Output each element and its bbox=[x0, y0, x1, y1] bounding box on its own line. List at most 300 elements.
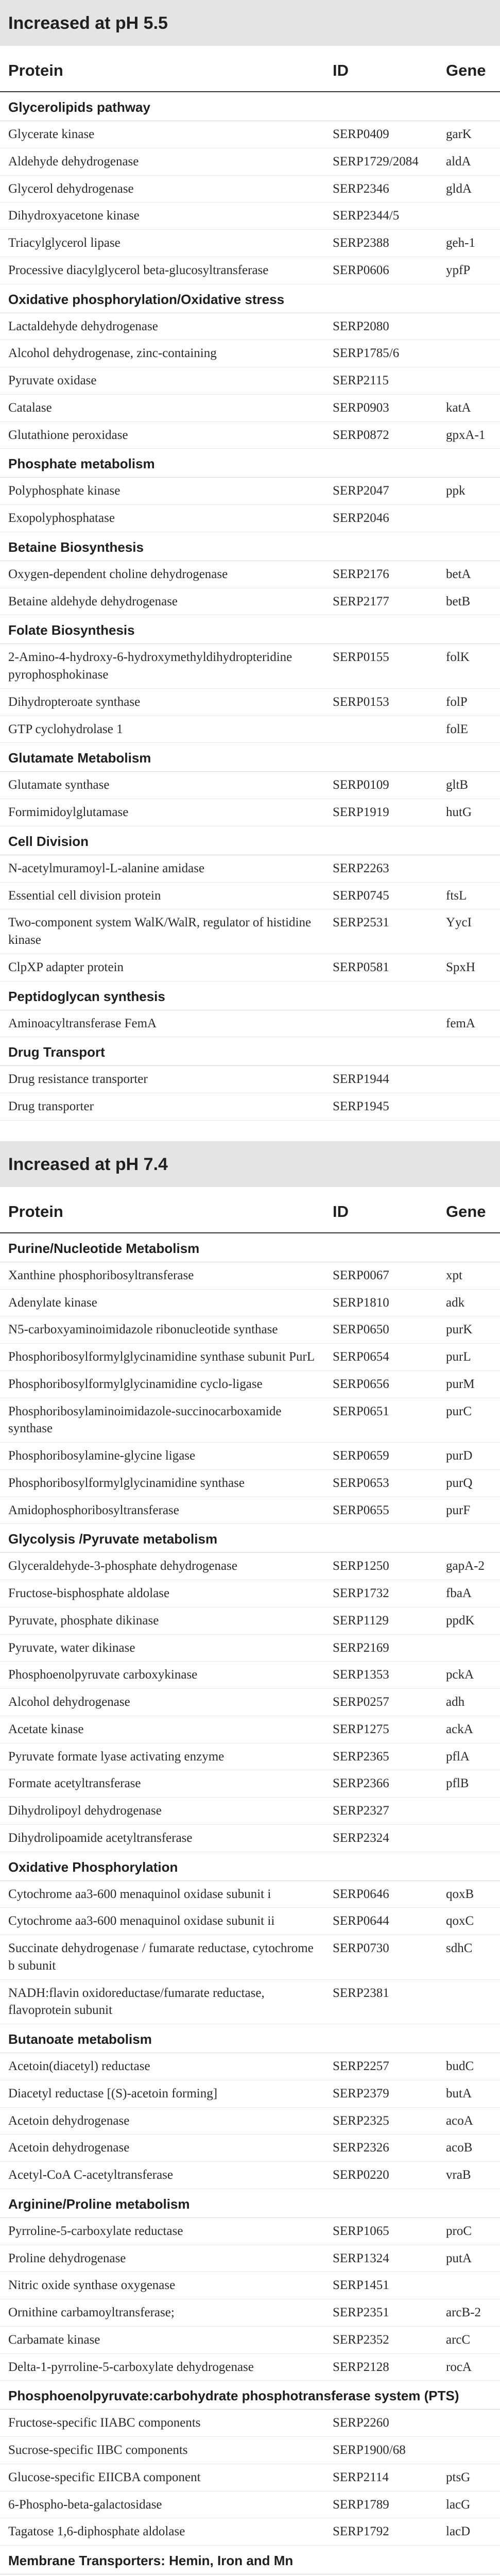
gene-cell: sdhC bbox=[438, 1935, 500, 1980]
protein-table bbox=[0, 46, 500, 1121]
id-cell: SERP0155 bbox=[324, 644, 438, 689]
gene-cell: purF bbox=[438, 1497, 500, 1524]
id-cell: SERP0606 bbox=[324, 257, 438, 284]
table-row bbox=[0, 478, 500, 505]
id-cell: SERP1789 bbox=[324, 2491, 438, 2518]
table-row bbox=[0, 561, 500, 588]
id-cell: SERP2388 bbox=[324, 230, 438, 257]
id-cell: SERP1792 bbox=[324, 2518, 438, 2546]
category-label: Glutamate Metabolism bbox=[0, 743, 500, 772]
gene-cell bbox=[438, 1824, 500, 1852]
id-cell: SERP2366 bbox=[324, 1770, 438, 1798]
table-row bbox=[0, 688, 500, 716]
gene-cell: adk bbox=[438, 1289, 500, 1316]
table-row bbox=[0, 1634, 500, 1662]
gene-cell: folK bbox=[438, 644, 500, 689]
category-row bbox=[0, 826, 500, 855]
gene-cell bbox=[438, 505, 500, 532]
protein-cell: Formimidoylglutamase bbox=[0, 799, 324, 826]
protein-cell: ClpXP adapter protein bbox=[0, 954, 324, 981]
gene-cell: YycI bbox=[438, 909, 500, 954]
protein-cell: 6-Phospho-beta-galactosidase bbox=[0, 2491, 324, 2518]
protein-cell: GTP cyclohydrolase 1 bbox=[0, 716, 324, 743]
section-title: Increased at pH 5.5 bbox=[0, 0, 500, 46]
id-cell: SERP0655 bbox=[324, 1497, 438, 1524]
table-row bbox=[0, 2245, 500, 2272]
id-cell: SERP0872 bbox=[324, 421, 438, 449]
gene-cell: xpt bbox=[438, 1262, 500, 1289]
table-row bbox=[0, 588, 500, 615]
category-row bbox=[0, 615, 500, 644]
gene-cell: vraB bbox=[438, 2162, 500, 2189]
id-cell bbox=[324, 716, 438, 743]
protein-cell: Carbamate kinase bbox=[0, 2326, 324, 2353]
table-row bbox=[0, 202, 500, 230]
id-cell: SERP2115 bbox=[324, 367, 438, 395]
category-row bbox=[0, 2381, 500, 2410]
table-row bbox=[0, 1935, 500, 1980]
id-cell: SERP0659 bbox=[324, 1443, 438, 1470]
table-row bbox=[0, 1066, 500, 1093]
id-cell: SERP0409 bbox=[324, 121, 438, 148]
table-row bbox=[0, 2437, 500, 2464]
protein-cell: Phosphoribosylformylglycinamidine synthase subunit PurL bbox=[0, 1344, 324, 1371]
gene-cell bbox=[438, 367, 500, 395]
id-cell: SERP2327 bbox=[324, 1798, 438, 1825]
gene-cell: purC bbox=[438, 1398, 500, 1443]
gene-cell bbox=[438, 2574, 500, 2576]
gene-cell bbox=[438, 202, 500, 230]
protein-cell: Phosphoribosylformylglycinamidine synthase bbox=[0, 1469, 324, 1497]
id-cell bbox=[324, 1010, 438, 1037]
protein-cell: Catalase bbox=[0, 394, 324, 421]
protein-cell: Pyruvate oxidase bbox=[0, 367, 324, 395]
section-title: Increased at pH 7.4 bbox=[0, 1141, 500, 1187]
protein-cell: Delta-1-pyrroline-5-carboxylate dehydrogenase bbox=[0, 2353, 324, 2381]
id-cell: SERP2379 bbox=[324, 2080, 438, 2107]
table-row bbox=[0, 2299, 500, 2327]
protein-cell: Cytochrome aa3-600 menaquinol oxidase subunit i bbox=[0, 1880, 324, 1908]
table-row bbox=[0, 954, 500, 981]
id-cell: SERP1732 bbox=[324, 1580, 438, 1607]
protein-cell: Betaine aldehyde dehydrogenase bbox=[0, 588, 324, 615]
category-row bbox=[0, 2024, 500, 2053]
gene-cell bbox=[438, 2410, 500, 2437]
id-cell: SERP2351 bbox=[324, 2299, 438, 2327]
protein-cell: Cytochrome aa3-600 menaquinol oxidase subunit ii bbox=[0, 1908, 324, 1935]
table-row bbox=[0, 1553, 500, 1580]
gene-cell: butA bbox=[438, 2080, 500, 2107]
gene-cell: rocA bbox=[438, 2353, 500, 2381]
gene-cell: folP bbox=[438, 688, 500, 716]
id-cell: SERP1810 bbox=[324, 1289, 438, 1316]
table-row bbox=[0, 1979, 500, 2024]
id-cell: SERP2325 bbox=[324, 2107, 438, 2134]
protein-cell: 2-Amino-4-hydroxy-6-hydroxymethyldihydropteridine pyrophosphokinase bbox=[0, 644, 324, 689]
protein-cell: Fructose-bisphosphate aldolase bbox=[0, 1580, 324, 1607]
table-row bbox=[0, 367, 500, 395]
id-cell: SERP1129 bbox=[324, 1607, 438, 1634]
protein-cell: Glucose-specific EIICBA component bbox=[0, 2464, 324, 2491]
gene-cell: purQ bbox=[438, 1469, 500, 1497]
id-cell bbox=[324, 2574, 438, 2576]
table-row bbox=[0, 148, 500, 175]
column-header-gene: Gene bbox=[438, 1187, 500, 1233]
protein-cell: Aminoacyltransferase FemA bbox=[0, 1010, 324, 1037]
table-row bbox=[0, 1798, 500, 1825]
gene-cell: qoxC bbox=[438, 1908, 500, 1935]
table-row bbox=[0, 1469, 500, 1497]
id-cell: SERP0646 bbox=[324, 1880, 438, 1908]
table-row bbox=[0, 2053, 500, 2080]
gene-cell: katA bbox=[438, 394, 500, 421]
category-label: Peptidoglycan synthesis bbox=[0, 981, 500, 1010]
gene-cell bbox=[438, 2272, 500, 2299]
table-row bbox=[0, 2162, 500, 2189]
category-label: Glycerolipids pathway bbox=[0, 92, 500, 121]
protein-cell: Essential cell division protein bbox=[0, 882, 324, 909]
category-label: Drug Transport bbox=[0, 1037, 500, 1066]
gene-cell: purL bbox=[438, 1344, 500, 1371]
gene-cell: purM bbox=[438, 1370, 500, 1398]
category-row bbox=[0, 92, 500, 121]
id-cell: SERP0654 bbox=[324, 1344, 438, 1371]
id-cell: SERP0656 bbox=[324, 1370, 438, 1398]
protein-cell: Processive diacylglycerol beta-glucosyltransferase bbox=[0, 257, 324, 284]
protein-cell: Diacetyl reductase [(S)-acetoin forming] bbox=[0, 2080, 324, 2107]
table-row bbox=[0, 1580, 500, 1607]
id-cell: SERP0730 bbox=[324, 1935, 438, 1980]
table-row bbox=[0, 882, 500, 909]
category-label: Arginine/Proline metabolism bbox=[0, 2189, 500, 2217]
protein-cell: N-acetylmuramoyl-L-alanine amidase bbox=[0, 855, 324, 882]
protein-cell: Two-component system WalK/WalR, regulator of histidine kinase bbox=[0, 909, 324, 954]
protein-cell: Triacylglycerol lipase bbox=[0, 230, 324, 257]
gene-cell: ypfP bbox=[438, 257, 500, 284]
table-row bbox=[0, 716, 500, 743]
protein-cell: Exopolyphosphatase bbox=[0, 505, 324, 532]
gene-cell: gltB bbox=[438, 772, 500, 799]
table-row bbox=[0, 1824, 500, 1852]
gene-cell: adh bbox=[438, 1689, 500, 1716]
protein-cell: NADH:flavin oxidoreductase/fumarate reductase, flavoprotein subunit bbox=[0, 1979, 324, 2024]
gene-cell: putA bbox=[438, 2245, 500, 2272]
id-cell: SERP0644 bbox=[324, 1908, 438, 1935]
table-row bbox=[0, 313, 500, 340]
table-row bbox=[0, 1093, 500, 1121]
protein-cell: Pyruvate, phosphate dikinase bbox=[0, 1607, 324, 1634]
category-label: Cell Division bbox=[0, 826, 500, 855]
category-row bbox=[0, 981, 500, 1010]
gene-cell: ppk bbox=[438, 478, 500, 505]
gene-cell: SpxH bbox=[438, 954, 500, 981]
category-row bbox=[0, 2546, 500, 2574]
id-cell: SERP2344/5 bbox=[324, 202, 438, 230]
protein-cell: Drug resistance transporter bbox=[0, 1066, 324, 1093]
table-row bbox=[0, 799, 500, 826]
category-row bbox=[0, 1037, 500, 1066]
id-cell: SERP1729/2084 bbox=[324, 148, 438, 175]
id-cell: SERP2260 bbox=[324, 2410, 438, 2437]
table-row bbox=[0, 2080, 500, 2107]
table-row bbox=[0, 1662, 500, 1689]
gene-cell: ppdK bbox=[438, 1607, 500, 1634]
gene-cell: geh-1 bbox=[438, 230, 500, 257]
protein-cell: Dihydrolipoyl dehydrogenase bbox=[0, 1798, 324, 1825]
table-row bbox=[0, 644, 500, 689]
protein-cell: Glutathione peroxidase bbox=[0, 421, 324, 449]
category-row bbox=[0, 1852, 500, 1880]
id-cell: SERP1324 bbox=[324, 2245, 438, 2272]
table-row bbox=[0, 121, 500, 148]
id-cell: SERP1919 bbox=[324, 799, 438, 826]
gene-cell: folE bbox=[438, 716, 500, 743]
column-header-id: ID bbox=[324, 1187, 438, 1233]
category-row bbox=[0, 2189, 500, 2217]
id-cell: SERP0153 bbox=[324, 688, 438, 716]
table-row bbox=[0, 1344, 500, 1371]
gene-cell: arcB-2 bbox=[438, 2299, 500, 2327]
protein-cell: Sucrose-specific IIBC components bbox=[0, 2437, 324, 2464]
gene-cell bbox=[438, 340, 500, 367]
table-row bbox=[0, 1010, 500, 1037]
protein-cell: Drug transporter bbox=[0, 1093, 324, 1121]
protein-cell: Polyphosphate kinase bbox=[0, 478, 324, 505]
id-cell: SERP1451 bbox=[324, 2272, 438, 2299]
table-row bbox=[0, 2491, 500, 2518]
gene-cell bbox=[438, 855, 500, 882]
protein-cell: Amidophosphoribosyltransferase bbox=[0, 1497, 324, 1524]
protein-cell: Fructose-specific IIABC components bbox=[0, 2410, 324, 2437]
table-row bbox=[0, 2326, 500, 2353]
gene-cell: lacD bbox=[438, 2518, 500, 2546]
table-header-row bbox=[0, 46, 500, 92]
table-row bbox=[0, 1497, 500, 1524]
id-cell: SERP0067 bbox=[324, 1262, 438, 1289]
table-row bbox=[0, 1770, 500, 1798]
category-label: Phosphate metabolism bbox=[0, 449, 500, 478]
gene-cell: aldA bbox=[438, 148, 500, 175]
category-label: Purine/Nucleotide Metabolism bbox=[0, 1233, 500, 1262]
id-cell: SERP2176 bbox=[324, 561, 438, 588]
id-cell: SERP2531 bbox=[324, 909, 438, 954]
gene-cell: purK bbox=[438, 1316, 500, 1344]
protein-cell: Pyrroline-5-carboxylate reductase bbox=[0, 2217, 324, 2245]
id-cell: SERP0653 bbox=[324, 1469, 438, 1497]
gene-cell: ptsG bbox=[438, 2464, 500, 2491]
table-row bbox=[0, 257, 500, 284]
table-row bbox=[0, 2574, 500, 2576]
protein-cell: Dihydropteroate synthase bbox=[0, 688, 324, 716]
gene-cell bbox=[438, 1634, 500, 1662]
protein-cell: Pyruvate formate lyase activating enzyme bbox=[0, 1743, 324, 1770]
protein-cell: Xanthine phosphoribosyltransferase bbox=[0, 1262, 324, 1289]
gene-cell bbox=[438, 313, 500, 340]
protein-cell: Tagatose 1,6-diphosphate aldolase bbox=[0, 2518, 324, 2546]
id-cell: SERP2257 bbox=[324, 2053, 438, 2080]
gene-cell: ftsL bbox=[438, 882, 500, 909]
category-label: Oxidative phosphorylation/Oxidative stress bbox=[0, 284, 500, 313]
protein-cell: Acetyl-CoA C-acetyltransferase bbox=[0, 2162, 324, 2189]
protein-cell: Alcohol dehydrogenase bbox=[0, 1689, 324, 1716]
table-row bbox=[0, 1370, 500, 1398]
category-label: Glycolysis /Pyruvate metabolism bbox=[0, 1524, 500, 1553]
id-cell: SERP0109 bbox=[324, 772, 438, 799]
category-row bbox=[0, 1233, 500, 1262]
protein-table bbox=[0, 1187, 500, 2576]
category-row bbox=[0, 532, 500, 561]
protein-cell: Acetoin(diacetyl) reductase bbox=[0, 2053, 324, 2080]
category-label: Folate Biosynthesis bbox=[0, 615, 500, 644]
id-cell: SERP1785/6 bbox=[324, 340, 438, 367]
protein-cell: Phosphoribosylaminoimidazole-succinocarboxamide synthase bbox=[0, 1398, 324, 1443]
column-header-gene: Gene bbox=[438, 46, 500, 92]
table-row bbox=[0, 1443, 500, 1470]
table-row bbox=[0, 2272, 500, 2299]
gene-cell: pckA bbox=[438, 1662, 500, 1689]
protein-cell: Aldehyde dehydrogenase bbox=[0, 148, 324, 175]
table-row bbox=[0, 421, 500, 449]
id-cell: SERP0650 bbox=[324, 1316, 438, 1344]
table-row bbox=[0, 340, 500, 367]
gene-cell: gapA-2 bbox=[438, 1553, 500, 1580]
protein-cell: Glutamate synthase bbox=[0, 772, 324, 799]
id-cell: SERP2169 bbox=[324, 1634, 438, 1662]
table-row bbox=[0, 1398, 500, 1443]
gene-cell: lacG bbox=[438, 2491, 500, 2518]
table-row bbox=[0, 2107, 500, 2134]
table-row bbox=[0, 1880, 500, 1908]
id-cell: SERP2326 bbox=[324, 2134, 438, 2162]
protein-cell: Phosphoribosylamine-glycine ligase bbox=[0, 1443, 324, 1470]
protein-cell: Pyruvate, water dikinase bbox=[0, 1634, 324, 1662]
table-row bbox=[0, 2217, 500, 2245]
protein-cell: Glyceraldehyde-3-phosphate dehydrogenase bbox=[0, 1553, 324, 1580]
id-cell: SERP2047 bbox=[324, 478, 438, 505]
id-cell: SERP1250 bbox=[324, 1553, 438, 1580]
protein-cell: Adenylate kinase bbox=[0, 1289, 324, 1316]
gene-cell: betB bbox=[438, 588, 500, 615]
protein-cell: Phosphoenolpyruvate carboxykinase bbox=[0, 1662, 324, 1689]
id-cell: SERP2263 bbox=[324, 855, 438, 882]
category-label: Membrane Transporters: Hemin, Iron and Mn bbox=[0, 2546, 500, 2574]
id-cell: SERP0903 bbox=[324, 394, 438, 421]
protein-cell: Alcohol dehydrogenase, zinc-containing bbox=[0, 340, 324, 367]
table-row bbox=[0, 1607, 500, 1634]
gene-cell: qoxB bbox=[438, 1880, 500, 1908]
protein-cell: Formate acetyltransferase bbox=[0, 1770, 324, 1798]
table-row bbox=[0, 2518, 500, 2546]
gene-cell: pflB bbox=[438, 1770, 500, 1798]
gene-cell: gpxA-1 bbox=[438, 421, 500, 449]
table-row bbox=[0, 2134, 500, 2162]
category-row bbox=[0, 1524, 500, 1553]
gene-cell: arcC bbox=[438, 2326, 500, 2353]
table-row bbox=[0, 855, 500, 882]
id-cell: SERP2128 bbox=[324, 2353, 438, 2381]
id-cell: SERP2046 bbox=[324, 505, 438, 532]
id-cell: SERP0220 bbox=[324, 2162, 438, 2189]
table-row bbox=[0, 1689, 500, 1716]
category-row bbox=[0, 449, 500, 478]
id-cell: SERP2352 bbox=[324, 2326, 438, 2353]
table-row bbox=[0, 1908, 500, 1935]
category-label: Butanoate metabolism bbox=[0, 2024, 500, 2053]
gene-cell: proC bbox=[438, 2217, 500, 2245]
id-cell: SERP2365 bbox=[324, 1743, 438, 1770]
category-label: Phosphoenolpyruvate:carbohydrate phosphotransferase system (PTS) bbox=[0, 2381, 500, 2410]
protein-cell: Phosphoribosylformylglycinamidine cyclo-ligase bbox=[0, 1370, 324, 1398]
column-header-protein: Protein bbox=[0, 46, 324, 92]
table-row bbox=[0, 2464, 500, 2491]
id-cell: SERP0257 bbox=[324, 1689, 438, 1716]
id-cell: SERP0745 bbox=[324, 882, 438, 909]
id-cell: SERP2080 bbox=[324, 313, 438, 340]
id-cell: SERP1275 bbox=[324, 1716, 438, 1743]
id-cell: SERP1900/68 bbox=[324, 2437, 438, 2464]
table-row bbox=[0, 175, 500, 202]
gene-cell: ackA bbox=[438, 1716, 500, 1743]
id-cell: SERP1353 bbox=[324, 1662, 438, 1689]
column-header-protein: Protein bbox=[0, 1187, 324, 1233]
table-row bbox=[0, 2410, 500, 2437]
gene-cell: femA bbox=[438, 1010, 500, 1037]
table-row bbox=[0, 1716, 500, 1743]
id-cell: SERP2346 bbox=[324, 175, 438, 202]
protein-cell: Ornithine carbamoyltransferase; bbox=[0, 2299, 324, 2327]
gene-cell bbox=[438, 1066, 500, 1093]
table-row bbox=[0, 1743, 500, 1770]
table-row bbox=[0, 505, 500, 532]
protein-cell: Glycerate kinase bbox=[0, 121, 324, 148]
gene-cell bbox=[438, 1979, 500, 2024]
table-row bbox=[0, 230, 500, 257]
table-row bbox=[0, 1262, 500, 1289]
gene-cell: acoB bbox=[438, 2134, 500, 2162]
gene-cell: betA bbox=[438, 561, 500, 588]
gene-cell: budC bbox=[438, 2053, 500, 2080]
gene-cell: fbaA bbox=[438, 1580, 500, 1607]
category-label: Betaine Biosynthesis bbox=[0, 532, 500, 561]
gene-cell: acoA bbox=[438, 2107, 500, 2134]
protein-cell: Acetoin dehydrogenase bbox=[0, 2134, 324, 2162]
category-label: Oxidative Phosphorylation bbox=[0, 1852, 500, 1880]
table-row bbox=[0, 2353, 500, 2381]
gene-cell: garK bbox=[438, 121, 500, 148]
protein-cell: Acetoin dehydrogenase bbox=[0, 2107, 324, 2134]
gene-cell bbox=[438, 2437, 500, 2464]
table-row bbox=[0, 909, 500, 954]
table-row bbox=[0, 1289, 500, 1316]
gene-cell: gldA bbox=[438, 175, 500, 202]
section-gap bbox=[0, 1121, 500, 1141]
id-cell: SERP0581 bbox=[324, 954, 438, 981]
gene-cell bbox=[438, 1093, 500, 1121]
column-header-id: ID bbox=[324, 46, 438, 92]
table-row bbox=[0, 772, 500, 799]
category-row bbox=[0, 284, 500, 313]
id-cell: SERP2381 bbox=[324, 1979, 438, 2024]
id-cell: SERP1945 bbox=[324, 1093, 438, 1121]
table-header-row bbox=[0, 1187, 500, 1233]
category-row bbox=[0, 743, 500, 772]
gene-cell: pflA bbox=[438, 1743, 500, 1770]
id-cell: SERP1944 bbox=[324, 1066, 438, 1093]
protein-cell: Proline dehydrogenase bbox=[0, 2245, 324, 2272]
table-row bbox=[0, 394, 500, 421]
id-cell: SERP2114 bbox=[324, 2464, 438, 2491]
protein-cell: Lactaldehyde dehydrogenase bbox=[0, 313, 324, 340]
